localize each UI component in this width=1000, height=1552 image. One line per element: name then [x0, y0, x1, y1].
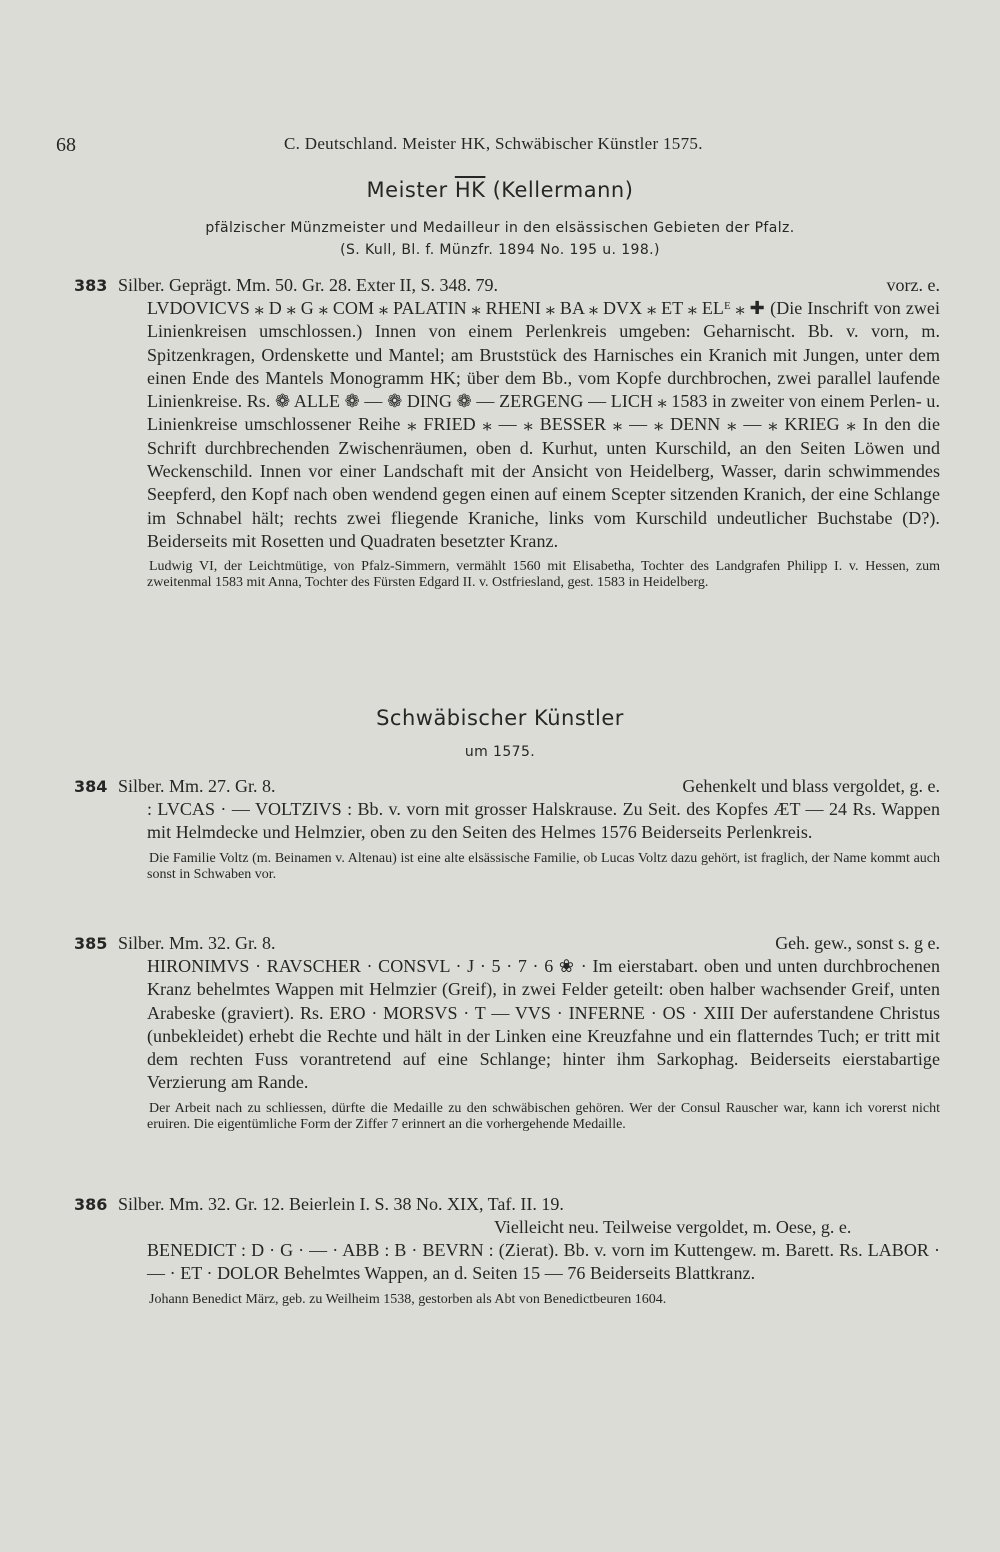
entry-description: BENEDICT : D · G · — · ABB : B · BEVRN : (Zierat). Bb. v. vorn im Kuttengew. m. Barett. Rs. LABOR · — · ET · DOLOR Behelmtes Wappen, an d. Seiten 15 — 76 Beiderseits Blattkranz.	[147, 1240, 940, 1284]
entry-description: LVDOVICVS ⁎ D ⁎ G ⁎ COM ⁎ PALATIN ⁎ RHENI ⁎ BA ⁎ DVX ⁎ ET ⁎ ELᴱ ⁎ ✚ (Die Inschrift von zwei Linienkreisen umschlossen.) Innen von einem Perlenkreis umgeben: Geharnischt. Bb. v. vorn, m. Spitzenkragen, Ordenskette und Mantel; am Bruststück des Harnisches ein Kranich mit Jungen, unter dem einen Ende des Mantels Monogramm HK; über dem Bb., vom Kopfe durchbrochen, zwei parallel laufende Linienkreise. Rs. ❁ ALLE ❁ — ❁ DING ❁ — ZERGENG — LICH ⁎ 1583 in zweiter von einem Perlen- u. Linienkreise umschlossener Reihe ⁎ FRIED ⁎ — ⁎ BESSER ⁎ — ⁎ DENN ⁎ — ⁎ KRIEG ⁎ In den die Schrift durchbrechenden Zwischenräumen, oben d. Kurhut, unten Kurschild, an den Seiten Löwen und Weckenschild. Innen vor einer Landschaft mit der Ansicht von Heidelberg, Wasser, darin schwimmendes Seepferd, den Kopf nach oben wendend gegen einen auf einem Scepter sitzenden Kranich, der eine Schlange im Schnabel hält; rechts zwei fliegende Kraniche, links vom Kurschild undeutlicher Buchstabe (D?). Beiderseits mit Rosetten und Quadraten besetzter Kranz.	[147, 298, 940, 551]
entry-condition: Geh. gew., sonst s. g e.	[775, 933, 940, 953]
running-head	[56, 132, 936, 158]
entry-meta: Silber. Mm. 27. Gr. 8.	[118, 776, 276, 796]
entry-note: Johann Benedict März, geb. zu Weilheim 1538, gestorben als Abt von Benedictbeuren 1604.	[149, 1291, 667, 1307]
entry-head	[74, 775, 940, 798]
entry-number: 383	[74, 276, 108, 295]
entry-description: : LVCAS · — VOLTZIVS : Bb. v. vorn mit grosser Halskrause. Zu Seit. des Kopfes ÆT — 24 Rs. Wappen mit Helmdecke und Helmzier, oben zu den Seiten des Helmes 1576 Beiderseits Perlenkreis.	[147, 799, 940, 843]
entry-note: Ludwig VI, der Leichtmütige, von Pfalz-Simmern, vermählt 1560 mit Elisabetha, Tochter des Landgrafen Philipp I. v. Hessen, zum zweitenmal 1583 mit Anna, Tochter des Fürsten Edgard II. v. Ostfriesland, gest. 1583 in Heidelberg.	[147, 559, 940, 591]
entry-meta: Silber. Mm. 32. Gr. 12. Beierlein I. S. 38 No. XIX, Taf. II. 19.	[118, 1194, 564, 1214]
section-title-schwaebischer-kuenstler: Schwäbischer Künstler	[376, 706, 624, 730]
entry-number: 385	[74, 934, 108, 953]
monogram-hk: $\overline{HK}$	[454, 178, 486, 202]
entry-meta: Silber. Geprägt. Mm. 50. Gr. 28. Exter II, S. 348. 79.	[118, 275, 498, 295]
page-number: 68	[56, 134, 76, 156]
entry-meta: Silber. Mm. 32. Gr. 8.	[118, 933, 276, 953]
entry-head	[74, 1193, 940, 1216]
section-subtitle: pfälzischer Münzmeister und Medailleur in den elsässischen Gebieten der Pfalz.	[205, 220, 795, 236]
catalog-entry-386	[74, 1193, 940, 1308]
section-subtitle-date: um 1575.	[464, 744, 536, 760]
entry-head	[74, 274, 940, 297]
entry-note: Die Familie Voltz (m. Beinamen v. Altenau) ist eine alte elsässische Familie, ob Lucas Voltz dazu gehört, ist fraglich, der Name kommt auch sonst in Schwaben vor.	[147, 850, 940, 882]
catalog-entry-384	[74, 775, 940, 883]
entry-condition-line: Vielleicht neu. Teilweise vergoldet, m. Oese, g. e.	[494, 1217, 852, 1237]
entry-description: HIRONIMVS · RAVSCHER · CONSVL · J · 5 · 7 · 6 ❀ · Im eierstabart. oben und unten durchbrochenen Kranz behelmtes Wappen mit Helmzier (Greif), in zwei Felder geteilt: oben halber wachsender Greif, unten Arabeske (graviert). Rs. ERO · MORSVS · T — VVS · INFERNE · OS · XIII Der auferstandene Christus (unbekleidet) erhebt die Rechte und hält in der Linken eine Kreuzfahne und ein flatterndes Tuch; er tritt mit dem rechten Fuss vorantretend auf eine Schlange; hinter ihm Sarkophag. Beiderseits eierstabartige Verzierung am Rande.	[147, 956, 940, 1093]
section-title-suffix: (Kellermann)	[492, 178, 634, 202]
entry-note: Der Arbeit nach zu schliessen, dürfte die Medaille zu den schwäbischen gehören. Wer der Consul Rauscher war, kann ich vorerst nicht eruiren. Die eigentümliche Form der Ziffer 7 erinnert an die vorhergehende Medaille.	[147, 1100, 940, 1132]
running-head-text: C. Deutschland. Meister HK, Schwäbischer Künstler 1575.	[284, 134, 703, 153]
entry-head	[74, 932, 940, 955]
entry-number: 386	[74, 1195, 108, 1214]
section-title-prefix: Meister	[366, 178, 448, 202]
entry-condition: Gehenkelt und blass vergoldet, g. e.	[682, 776, 940, 796]
catalog-entry-383	[74, 274, 940, 591]
entry-number: 384	[74, 777, 108, 796]
section-reference: (S. Kull, Bl. f. Münzfr. 1894 No. 195 u. 198.)	[340, 242, 660, 258]
section-title-meister-hk	[0, 178, 1000, 202]
entry-condition: vorz. e.	[886, 275, 940, 295]
catalog-entry-385	[74, 932, 940, 1133]
